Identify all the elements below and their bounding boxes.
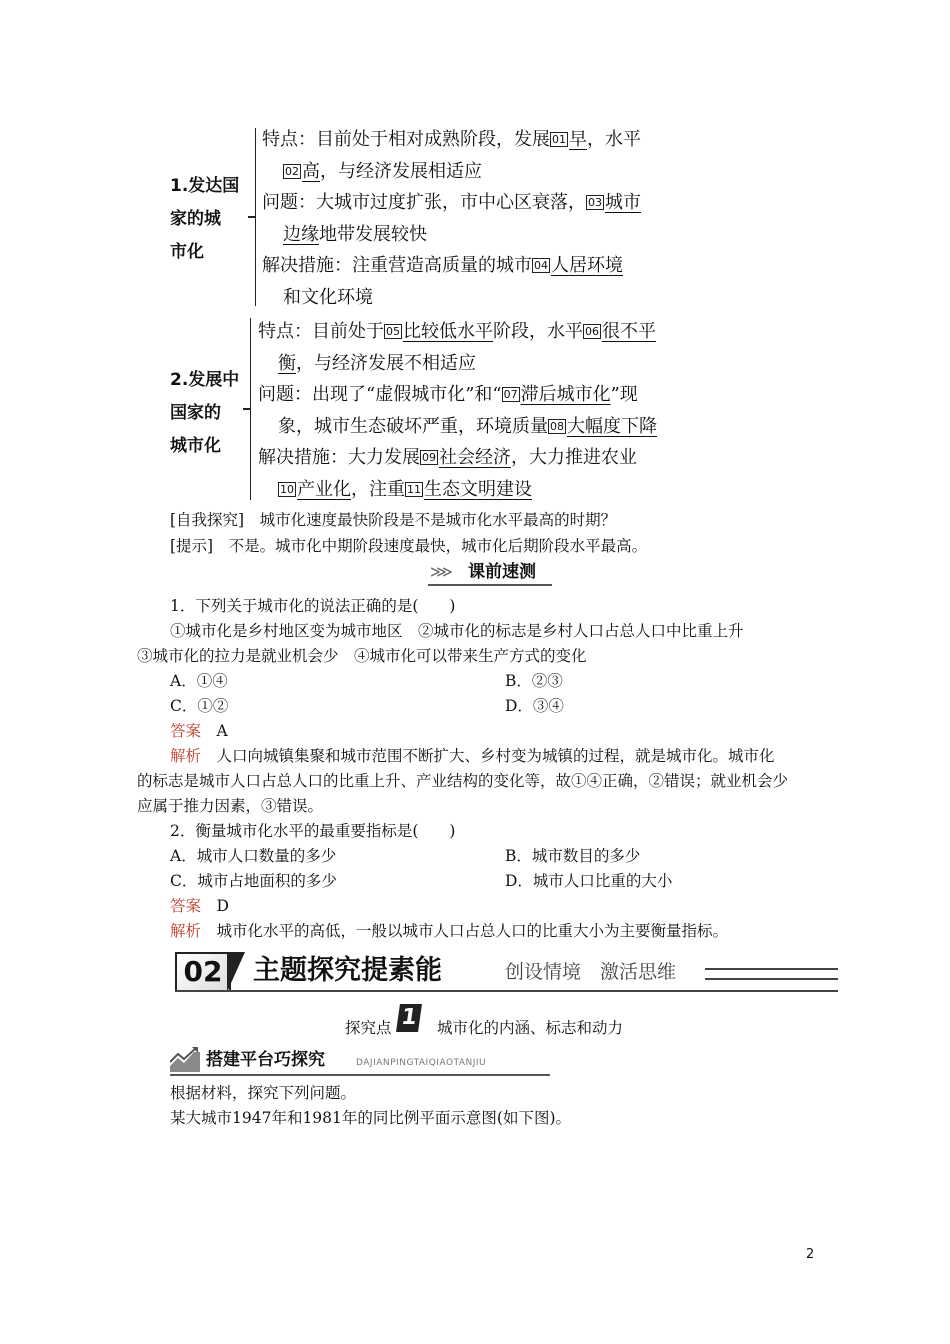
q1-analysis-line3: 应属于推力因素，③错误。 <box>137 797 324 815</box>
developed-title-line: 1.发达国 <box>170 176 240 196</box>
q2-answer: 答案 D <box>170 897 229 915</box>
q1-statement-line1: ①城市化是乡村地区变为城市地区 ②城市化的标志是乡村人口占总人口中比重上升 <box>170 622 744 640</box>
text-span: 问题：出现了“虚假城市化”和“ <box>258 384 502 405</box>
answer-text: 边缘 <box>283 223 319 245</box>
answer-text: 早 <box>569 129 587 150</box>
q1-answer: 答案 A <box>170 722 228 740</box>
section-wedge <box>227 952 245 992</box>
developing-item-line <box>278 474 532 506</box>
developing-title-line: 城市化 <box>170 436 221 456</box>
quiz-header-title: 课前速测 <box>468 562 536 582</box>
section-number-badge: 02 <box>175 952 231 992</box>
developing-title-line: 国家的 <box>170 403 221 423</box>
self-explore-hint: [提示] 不是。城市化中期阶段速度最快，城市化后期阶段水平最高。 <box>170 537 648 555</box>
text-span: 阶段，水平 <box>493 321 583 342</box>
chevron-arrows-icon: ⋙ <box>430 562 453 581</box>
platform-underline <box>170 1074 550 1076</box>
answer-text: 很不平 <box>602 321 656 342</box>
blank-number-box: 09 <box>422 451 436 464</box>
explore-point-title: 城市化的内涵、标志和动力 <box>437 1019 624 1037</box>
text-span: 特点：目前处于 <box>258 321 384 342</box>
blank-number-box: 10 <box>280 482 294 496</box>
blank-number-box: 08 <box>550 419 564 433</box>
quiz-header-underline <box>428 584 552 586</box>
page-number: 2 <box>806 1247 815 1262</box>
text-span: ，与经济发展相适应 <box>320 160 482 182</box>
text-span: 解决措施：注重营造高质量的城市 <box>262 255 532 276</box>
blank-number-box: 05 <box>386 325 400 338</box>
text-span: 象，城市生态破坏严重，环境质量 <box>278 415 548 437</box>
explore-point-number: 1 <box>396 1004 422 1032</box>
explore-point-label: 探究点 <box>345 1019 392 1037</box>
developed-item-line <box>283 282 373 314</box>
q1-analysis-line1: 解析 人口向城镇集聚和城市范围不断扩大、乡村变为城镇的过程，就是城市化。城市化 <box>170 747 775 765</box>
answer-text: 高 <box>302 160 320 182</box>
developed-item-line <box>262 187 641 219</box>
q2-option-d: D．城市人口比重的大小 <box>505 872 673 890</box>
material-line2: 某大城市1947年和1981年的同比例平面示意图(如下图)。 <box>170 1109 571 1127</box>
q1-option-c: C．①② <box>170 697 229 715</box>
text-span: 特点：目前处于相对成熟阶段，发展 <box>262 129 550 150</box>
q2-option-b: B．城市数目的多少 <box>505 847 641 865</box>
platform-title: 搭建平台巧探究 <box>206 1050 325 1070</box>
answer-text: 衡 <box>278 352 296 374</box>
developing-item-line <box>258 379 638 411</box>
developing-title-line: 2.发展中 <box>170 370 240 390</box>
blank-number-box: 06 <box>585 325 599 338</box>
q1-option-b: B．②③ <box>505 672 563 690</box>
developing-item-line <box>258 316 656 348</box>
blank-number-box: 03 <box>588 196 602 209</box>
developing-item-line <box>258 442 637 474</box>
blank-number-box: 07 <box>503 388 518 401</box>
developed-title-line: 市化 <box>170 242 204 262</box>
material-line1: 根据材料，探究下列问题。 <box>170 1084 357 1102</box>
section-title: 主题探究提素能 <box>253 955 442 986</box>
q2-analysis: 解析 城市化水平的高低，一般以城市人口占总人口的比重大小为主要衡量指标。 <box>170 922 729 940</box>
text-span: 解决措施：大力发展 <box>258 447 420 468</box>
trend-chart-icon <box>170 1046 200 1072</box>
answer-text: 产业化 <box>297 478 351 500</box>
blank-number-box: 04 <box>534 259 548 272</box>
platform-pinyin: DAJIANPINGTAIQIAOTANJIU <box>356 1058 487 1068</box>
text-span: 地带发展较快 <box>319 223 427 245</box>
answer-text: 滞后城市化 <box>520 384 611 405</box>
self-explore-question: [自我探究] 城市化速度最快阶段是不是城市化水平最高的时期？ <box>170 511 617 529</box>
answer-text: 比较低水平 <box>403 321 493 342</box>
developed-item-line <box>262 124 641 156</box>
developed-item-line <box>283 219 427 251</box>
developed-title-line: 家的城 <box>170 209 221 229</box>
developing-item-line <box>278 348 476 380</box>
blank-number-box: 02 <box>285 164 299 178</box>
answer-text: 生态文明建设 <box>424 478 532 500</box>
text-span: ，与经济发展不相适应 <box>296 352 476 374</box>
text-span: ”现 <box>610 384 638 405</box>
text-span: ，水平 <box>587 129 641 150</box>
developed-item-line <box>262 250 623 282</box>
answer-text: 人居环境 <box>551 255 623 276</box>
text-span: 问题：大城市过度扩张，市中心区衰落， <box>262 192 586 213</box>
answer-text: 大幅度下降 <box>567 415 657 437</box>
q1-option-d: D．③④ <box>505 697 564 715</box>
text-span: ，大力推进农业 <box>511 447 637 468</box>
section-underline <box>175 990 838 992</box>
q2-option-a: A．城市人口数量的多少 <box>170 847 337 865</box>
q1-analysis-line2: 的标志是城市人口占总人口的比重上升、产业结构的变化等，故①④正确，②错误；就业机会少 <box>137 772 789 790</box>
text-span: 和文化环境 <box>283 286 373 308</box>
q1-stem: 1．下列关于城市化的说法正确的是( ) <box>170 597 456 615</box>
developed-item-line <box>283 156 482 188</box>
q2-stem: 2．衡量城市化水平的最重要指标是( ) <box>170 822 456 840</box>
section-subtitle: 创设情境 激活思维 <box>505 961 677 983</box>
answer-text: 城市 <box>605 192 641 213</box>
answer-text: 社会经济 <box>439 447 511 468</box>
q1-option-a: A．①④ <box>170 672 228 690</box>
blank-number-box: 01 <box>552 133 566 146</box>
developing-item-line <box>278 411 657 443</box>
section-decor-lines <box>705 968 838 980</box>
text-span: ，注重 <box>351 478 405 500</box>
q1-statement-line2: ③城市化的拉力是就业机会少 ④城市化可以带来生产方式的变化 <box>137 647 587 665</box>
q2-option-c: C．城市占地面积的多少 <box>170 872 337 890</box>
blank-number-box: 11 <box>407 482 421 496</box>
